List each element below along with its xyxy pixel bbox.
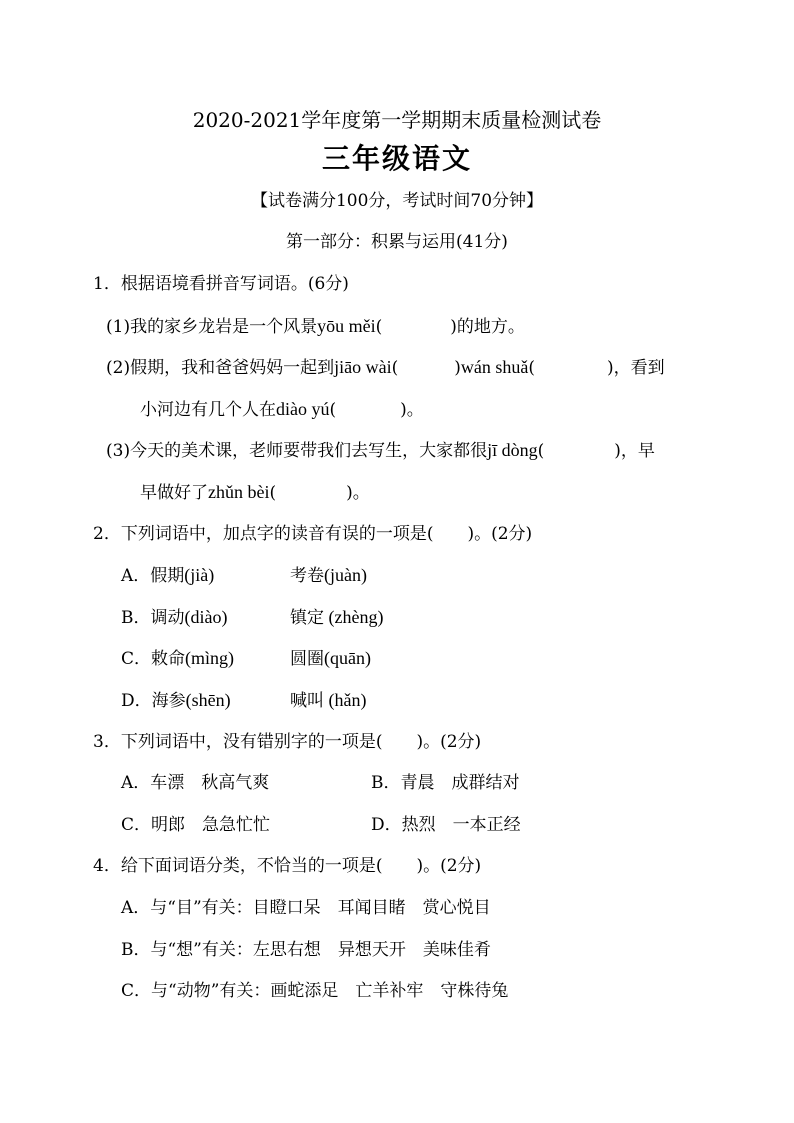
q4-option-b[interactable]: B．与“想”有关：左思右想 异想天开 美味佳肴 bbox=[121, 940, 491, 960]
section-heading: 第一部分：积累与运用(41分) bbox=[286, 232, 508, 252]
q1-item-3-cont-open: ( bbox=[269, 483, 277, 503]
q1-item-2 bbox=[106, 356, 665, 379]
q1-item-2-text: (2)假期，我和爸爸妈妈一起到 bbox=[106, 358, 335, 378]
q1-item-3-cont bbox=[140, 481, 370, 504]
q1-stem: 1．根据语境看拼音写词语。(6分) bbox=[93, 274, 349, 294]
q1-item-3-pinyin: jī dòng bbox=[487, 440, 538, 460]
option-pinyin: (mìng) bbox=[185, 648, 235, 668]
subject-title: 三年级语文 bbox=[321, 142, 472, 175]
q1-item-2-cont-text: 小河边有几个人在 bbox=[140, 400, 276, 420]
q1-item-2-cont-pinyin: diào yú bbox=[276, 399, 330, 419]
q1-item-2-tail: )，看到 bbox=[606, 358, 665, 378]
q1-item-2-cont-open: ( bbox=[329, 400, 337, 420]
option-letter: C． bbox=[121, 649, 152, 669]
q1-item-2-cont bbox=[140, 398, 424, 421]
option-word: 镇定 bbox=[290, 608, 324, 628]
q3-option-c[interactable]: C．明郎 急急忙忙 bbox=[121, 815, 271, 835]
exam-title: 2020-2021学年度第一学期期末质量检测试卷 bbox=[192, 108, 602, 132]
q4-option-c[interactable]: C．与“动物”有关：画蛇添足 亡羊补牢 守株待兔 bbox=[121, 981, 509, 1001]
q1-item-3-cont-text: 早做好了 bbox=[140, 483, 208, 503]
option-pinyin: (shēn) bbox=[185, 690, 231, 710]
q2-option-b-second bbox=[290, 606, 383, 629]
q1-item-1-pinyin: yōu měi bbox=[317, 316, 376, 336]
q1-item-1 bbox=[106, 315, 525, 338]
option-pinyin: (zhèng) bbox=[324, 607, 384, 627]
q1-item-1-tail: )的地方。 bbox=[450, 317, 525, 337]
q1-item-2-cont-tail: )。 bbox=[400, 400, 424, 420]
option-word: 海参 bbox=[151, 691, 186, 711]
q1-item-1-text: (1)我的家乡龙岩是一个风景 bbox=[106, 317, 318, 337]
option-word: 假期 bbox=[150, 566, 185, 586]
exam-info: 【试卷满分100分，考试时间70分钟】 bbox=[250, 191, 544, 211]
q2-option-c[interactable] bbox=[121, 647, 234, 670]
option-letter: D． bbox=[121, 691, 152, 711]
option-word: 考卷 bbox=[290, 566, 324, 586]
q2-option-d[interactable] bbox=[121, 689, 231, 712]
q1-item-2-open-2: ( bbox=[528, 358, 535, 378]
q4-stem: 4．给下面词语分类，不恰当的一项是( )。(2分) bbox=[93, 856, 482, 876]
q1-item-3-cont-tail: )。 bbox=[346, 483, 370, 503]
option-word: 圆圈 bbox=[290, 649, 324, 669]
option-letter: B． bbox=[121, 608, 151, 628]
q2-option-a-second bbox=[290, 564, 367, 587]
option-pinyin: (juàn) bbox=[324, 565, 367, 585]
q3-option-b[interactable]: B．青晨 成群结对 bbox=[371, 773, 520, 793]
q1-item-3-open: ( bbox=[537, 441, 545, 461]
option-letter: A． bbox=[121, 566, 151, 586]
option-pinyin: (quān) bbox=[324, 648, 371, 668]
option-pinyin: (jià) bbox=[184, 565, 215, 585]
q2-option-a[interactable] bbox=[121, 564, 214, 587]
q1-item-3-cont-pinyin: zhǔn bèi bbox=[208, 482, 270, 502]
q2-stem: 2．下列词语中，加点字的读音有误的一项是( )。(2分) bbox=[93, 524, 533, 544]
q1-item-2-pinyin-1: jiāo wài bbox=[334, 357, 392, 377]
q2-option-b[interactable] bbox=[121, 606, 227, 629]
q1-item-3-text: (3)今天的美术课，老师要带我们去写生，大家都很 bbox=[106, 441, 488, 461]
q3-option-d[interactable]: D．热烈 一本正经 bbox=[371, 815, 521, 835]
option-word: 调动 bbox=[150, 608, 185, 628]
q1-item-1-open: ( bbox=[375, 317, 383, 337]
q2-option-c-second bbox=[290, 647, 371, 670]
option-word: 喊叫 bbox=[290, 691, 324, 711]
q1-item-3-tail: )，早 bbox=[614, 441, 655, 461]
q3-stem: 3．下列词语中，没有错别字的一项是( )。(2分) bbox=[93, 732, 482, 752]
q1-item-2-open-1: ( bbox=[391, 358, 399, 378]
q1-item-3 bbox=[106, 439, 655, 462]
option-word: 敕命 bbox=[151, 649, 186, 669]
q2-option-d-second bbox=[290, 689, 366, 712]
option-pinyin: (hǎn) bbox=[324, 690, 367, 710]
q1-item-2-pinyin-2: wán shuǎ bbox=[460, 357, 529, 377]
q1-item-2-close-1: ) bbox=[454, 358, 461, 378]
q4-option-a[interactable]: A．与“目”有关：目瞪口呆 耳闻目睹 赏心悦目 bbox=[121, 898, 491, 918]
option-pinyin: (diào) bbox=[184, 607, 228, 627]
q3-option-a[interactable]: A．车漂 秋高气爽 bbox=[121, 773, 270, 793]
